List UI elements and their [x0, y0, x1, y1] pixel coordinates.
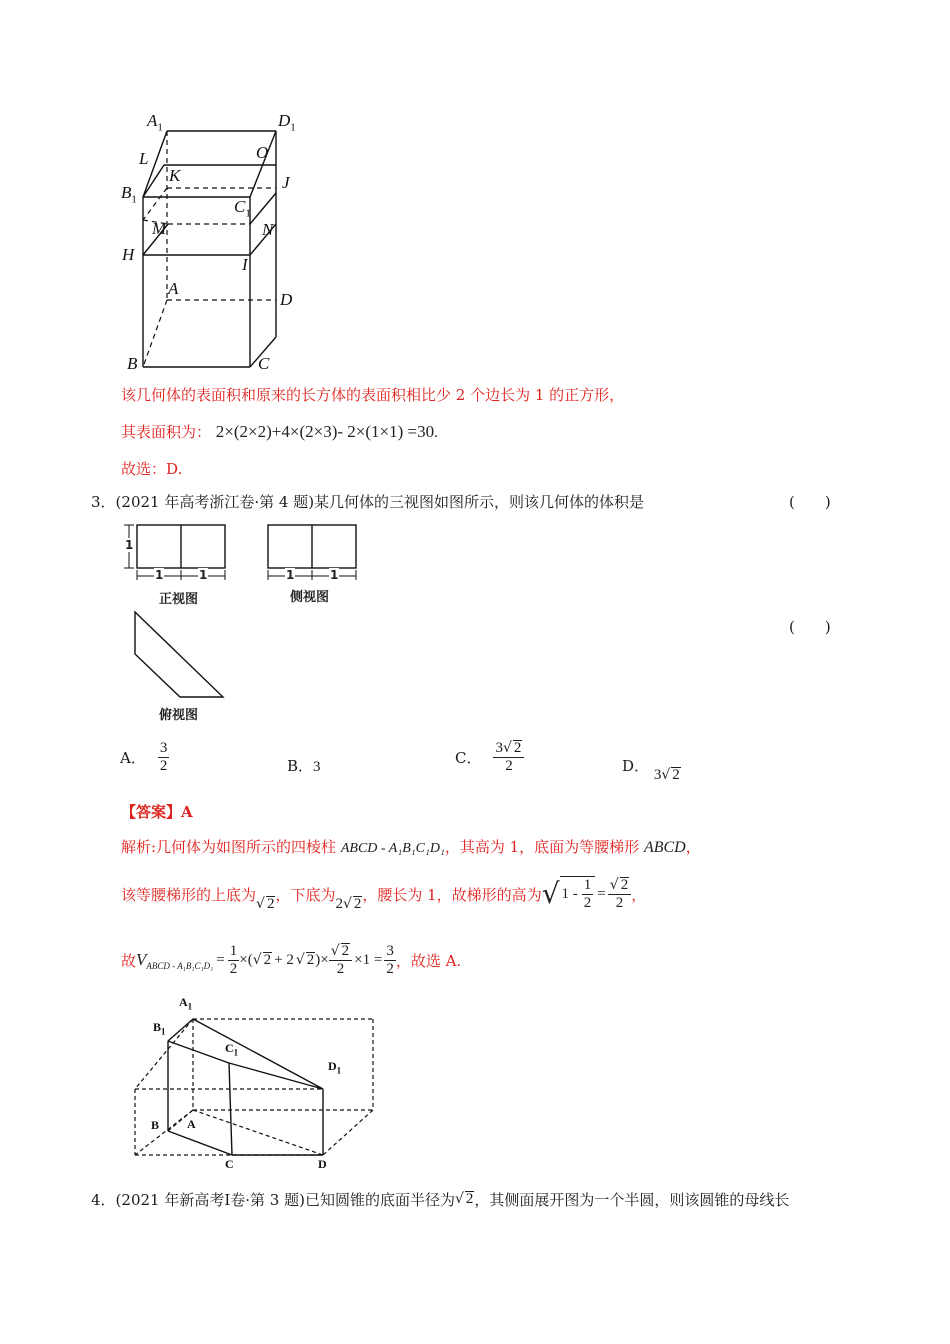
label-C: C — [258, 354, 270, 373]
q2-formula: 2×(2×2)+4×(2×3)- 2×(1×1) =30 — [215, 422, 435, 441]
q4-number: 4． — [91, 1191, 116, 1209]
side-view-caption: 侧视图 — [290, 590, 330, 605]
label-I: I — [242, 255, 248, 274]
q3-answer-tag: 【答案】A — [121, 803, 193, 821]
q4-stem-b: ，其侧面展开图为一个半圆，则该圆锥的母线长 — [474, 1191, 790, 1209]
option-d-label: D． — [622, 757, 650, 775]
q3-source: (2021 年高考浙江卷·第 4 题) — [115, 493, 315, 511]
option-d-value: 3√ 2 — [653, 767, 680, 783]
label-A1: $A_1$ — [147, 111, 163, 134]
prism-label-D: D — [318, 1157, 327, 1171]
label-C1: $C_1$ — [234, 197, 251, 220]
q4-radius: √ 2 — [454, 1191, 474, 1207]
q3-stem — [91, 491, 644, 512]
prism-label-B1: $B_1$ — [153, 1020, 166, 1037]
upper-base-value: √ 2 — [256, 895, 275, 912]
label-M: M — [152, 219, 167, 238]
option-c-label: C． — [455, 749, 482, 767]
q3-analysis-line2 — [121, 872, 646, 916]
prism-label-A1: $A_1$ — [179, 995, 193, 1012]
label-D: D — [280, 290, 293, 309]
q3-paren-2: ( ) — [789, 618, 831, 636]
q2-surface-label: 其表面积为： — [121, 423, 212, 441]
option-a-label: A． — [120, 749, 146, 767]
label-B: B — [127, 354, 138, 373]
q3-analysis-line1 — [121, 836, 701, 857]
prism-label-C: C — [225, 1157, 234, 1171]
option-c-value: $\frac{3√ 2}{2}$ — [493, 740, 524, 775]
option-b-value: 3 — [313, 759, 321, 775]
q4-stem-a: 已知圆锥的底面半径为 — [304, 1191, 455, 1209]
trapezoid-height-expr: √ 1 - $\frac{1}{2}$ = $\frac{√ 2}{2}$ — [542, 876, 631, 912]
prism-label-C1: $C_1$ — [225, 1041, 239, 1058]
label-J: J — [282, 173, 290, 192]
label-K: K — [169, 166, 181, 185]
prism-label-B: B — [151, 1118, 160, 1132]
analysis3-end: ，故选 A. — [395, 951, 462, 970]
analysis2-end: ， — [631, 885, 647, 904]
prism-label-D1: $D_1$ — [328, 1059, 342, 1076]
cuboid-diagram — [110, 105, 330, 385]
three-views-diagram — [120, 518, 370, 728]
three-views — [120, 518, 370, 728]
volume-expr: V ABCD - A₁B₁C₁D₁ = $\frac{1}{2}$ ×( √ 2 + 2 √ 2 )× $\frac{√ 2}{2}$ ×1 = $\frac{3}{2}$ — [136, 942, 394, 977]
option-b-label: B． — [287, 757, 314, 775]
front-view-caption: 正视图 — [159, 592, 199, 607]
prism-name: ABCD - A₁B₁C₁D₁ — [340, 841, 445, 856]
trapezoid-name: ABCD — [643, 839, 686, 856]
label-O: O — [256, 143, 269, 162]
q2-formula-end: . — [434, 425, 438, 441]
label-B1: $B_1$ — [121, 183, 137, 206]
analysis3-prefix: 故 — [121, 951, 137, 970]
analysis2-c: ，腰长为 1，故梯形的高为 — [362, 885, 542, 904]
option-b — [287, 755, 321, 776]
q2-line2 — [121, 421, 438, 442]
q3-analysis-line3 — [121, 938, 461, 982]
label-L: L — [139, 149, 149, 168]
q2-line1: 该几何体的表面积和原来的长方体的表面积相比少 2 个边长为 1 的正方形， — [121, 386, 625, 404]
side-width-dim-2: 1 — [330, 568, 339, 582]
analysis1-prefix: 解析:几何体为如图所示的四棱柱 — [121, 838, 337, 856]
figure-prism — [125, 990, 385, 1175]
q4-stem — [91, 1189, 789, 1210]
q3-question: 某几何体的三视图如图所示，则该几何体的体积是 — [314, 493, 645, 511]
label-A: A — [168, 279, 179, 298]
option-c — [455, 740, 524, 775]
label-D1: $D_1$ — [278, 111, 296, 134]
front-width-dim-1: 1 — [155, 568, 164, 582]
option-a — [120, 740, 169, 775]
option-a-value: $\frac{3}{2}$ — [159, 740, 168, 774]
q2-answer: 故选：D. — [121, 460, 183, 478]
side-width-dim-1: 1 — [286, 568, 295, 582]
analysis1-end: ， — [685, 838, 701, 856]
analysis1-mid: ，其高为 1，底面为等腰梯形 — [444, 838, 640, 856]
prism-diagram — [125, 990, 385, 1175]
option-d — [622, 755, 681, 783]
analysis2-a: 该等腰梯形的上底为 — [121, 885, 257, 904]
prism-label-A: A — [187, 1117, 196, 1131]
q3-number: 3． — [91, 493, 116, 511]
figure-cuboid — [110, 105, 330, 385]
analysis2-b: ，下底为 — [275, 885, 336, 904]
lower-base-value: 2√ 2 — [335, 895, 362, 912]
q3-paren: ( ) — [789, 493, 831, 511]
label-H: H — [122, 245, 135, 264]
front-width-dim-2: 1 — [199, 568, 208, 582]
q4-source: (2021 年新高考Ⅰ卷·第 3 题) — [115, 1191, 305, 1209]
top-view-caption: 俯视图 — [159, 708, 199, 723]
front-height-dim: 1 — [125, 538, 134, 552]
label-N: N — [262, 220, 274, 239]
